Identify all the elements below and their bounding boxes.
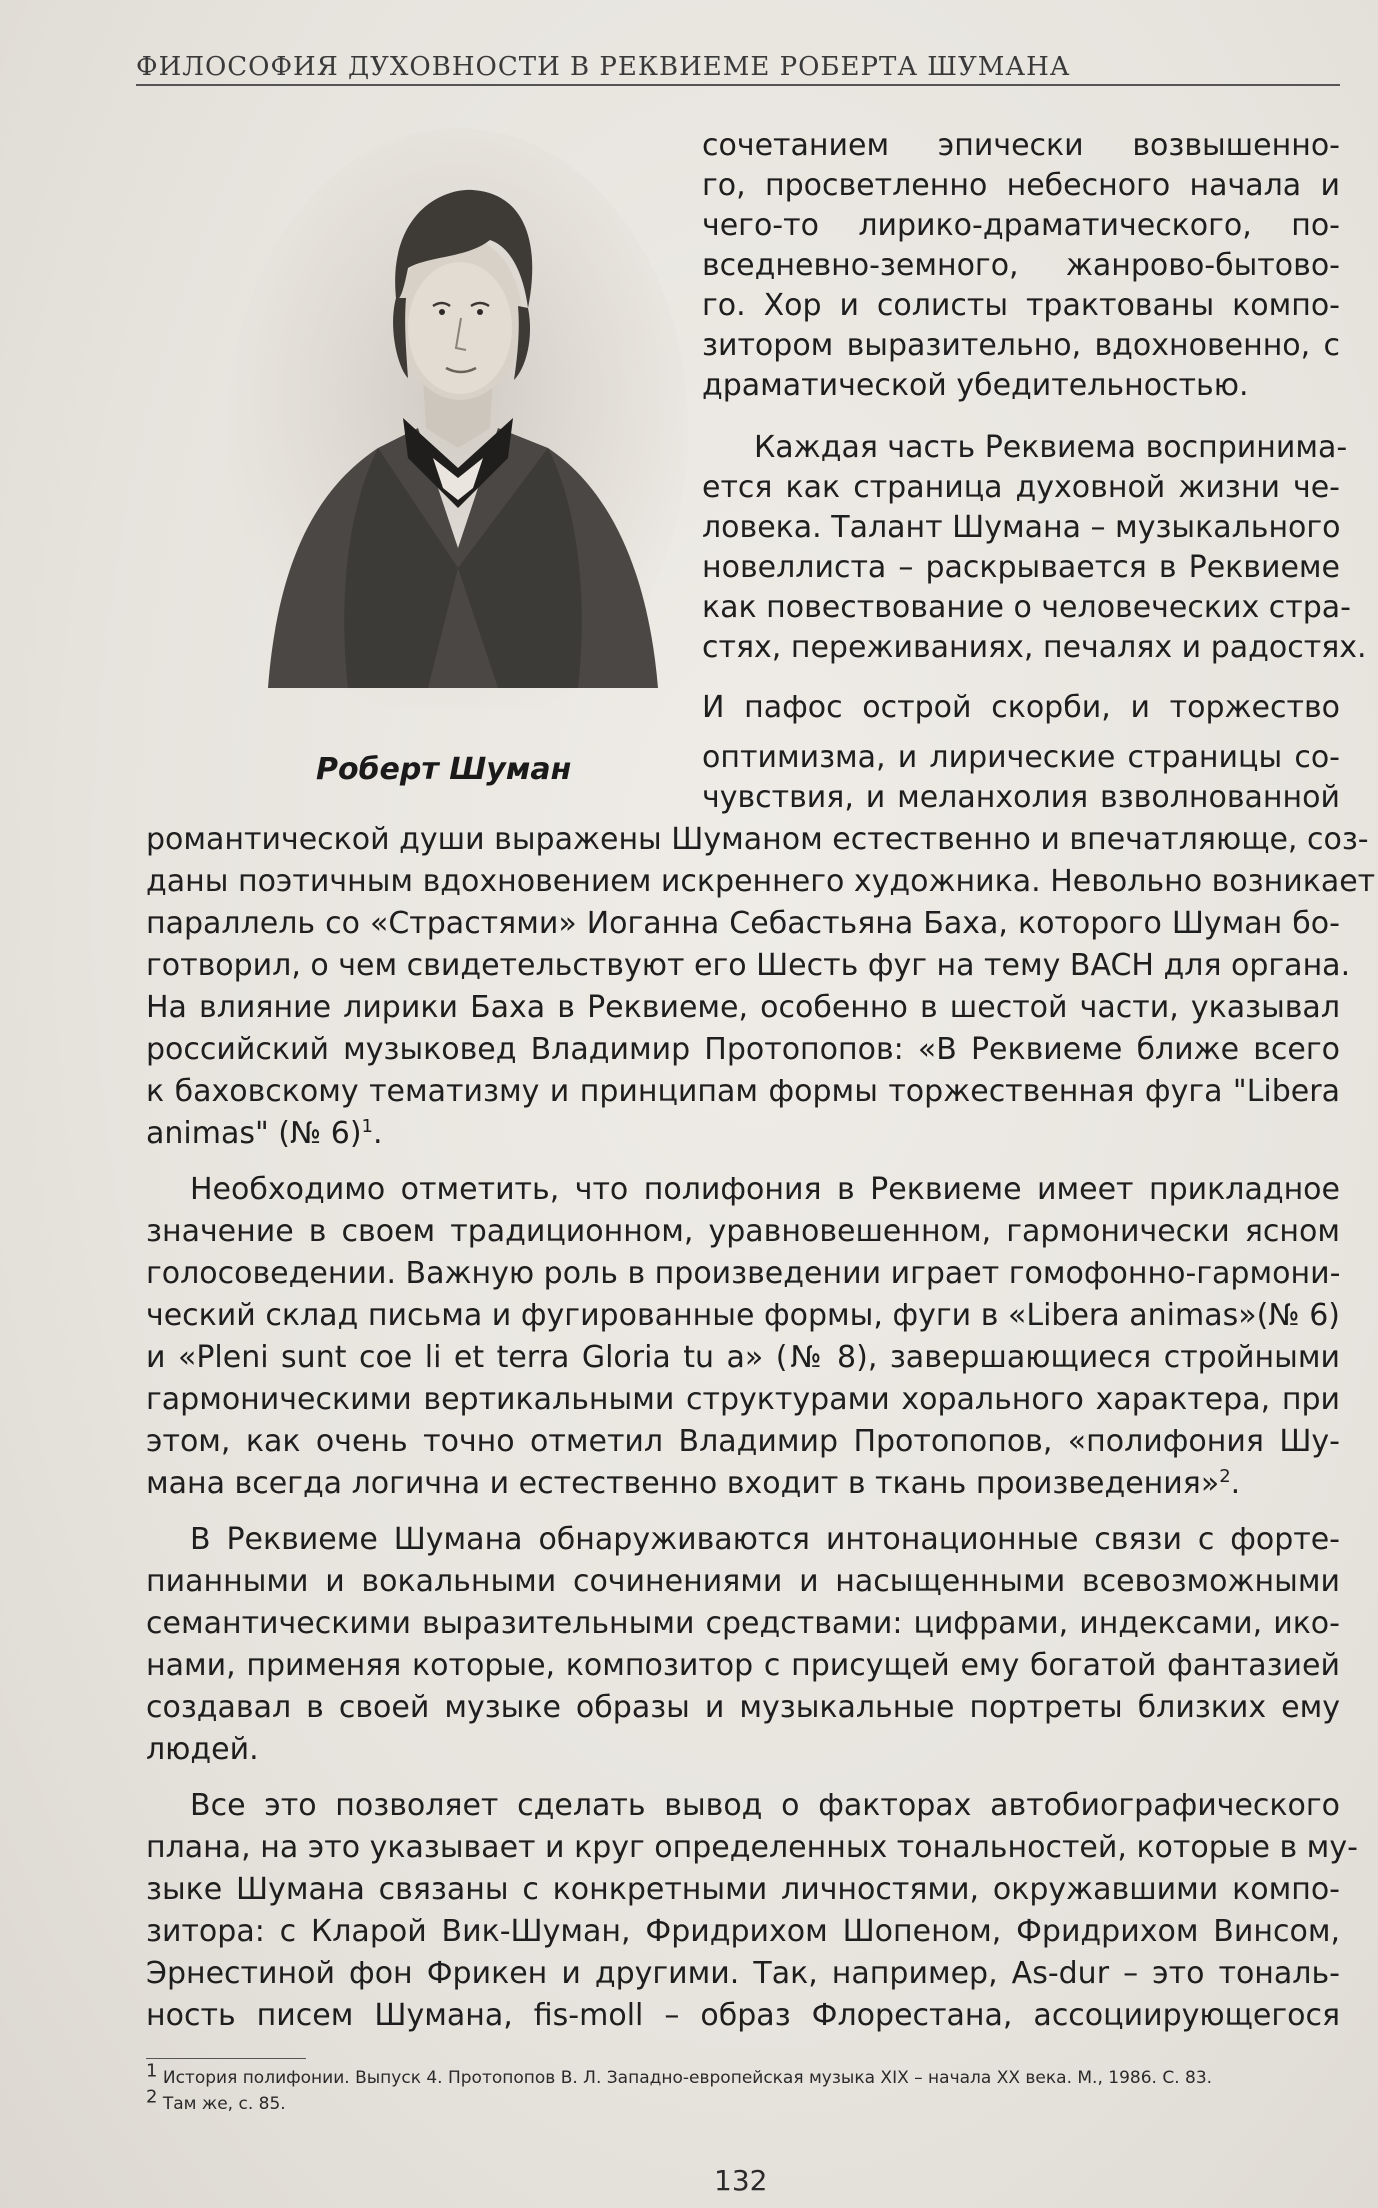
body-line: ность писем Шумана, fis-moll – образ Флорестана, ассоциирующегося: [146, 1998, 1340, 2033]
column-line: ется как страница духовной жизни че-: [702, 470, 1340, 505]
column-line: го. Хор и солисты трактованы компо-: [702, 288, 1340, 323]
body-line: романтической души выражены Шуманом естественно и впечатляюще, соз-: [146, 822, 1369, 857]
running-head-rule: [136, 84, 1340, 86]
body-line: зитора: с Кларой Вик-Шуман, Фридрихом Шопеном, Фридрихом Винсом,: [146, 1914, 1340, 1949]
footnote-rule: [146, 2058, 306, 2059]
body-line: семантическими выразительными средствами: цифрами, индексами, ико-: [146, 1606, 1340, 1641]
portrait-caption: Роберт Шуман: [316, 752, 572, 787]
body-line: В Реквиеме Шумана обнаруживаются интонационные связи с форте-: [190, 1522, 1340, 1557]
running-head: ФИЛОСОФИЯ ДУХОВНОСТИ В РЕКВИЕМЕ РОБЕРТА ШУМАНА: [136, 52, 1071, 82]
column-line: ловека. Талант Шумана – музыкального: [702, 510, 1341, 545]
body-line: На влияние лирики Баха в Реквиеме, особенно в шестой части, указывал: [146, 990, 1340, 1025]
body-line: Необходимо отметить, что полифония в Реквиеме имеет прикладное: [190, 1172, 1340, 1207]
column-line: чего-то лирико-драматического, по-: [702, 208, 1340, 243]
column-line: драматической убедительностью.: [702, 368, 1249, 403]
body-line: даны поэтичным вдохновением искреннего художника. Невольно возникает: [146, 864, 1376, 899]
column-line: стях, переживаниях, печалях и радостях.: [702, 630, 1367, 665]
footnote-text: История полифонии. Выпуск 4. Протопопов В. Л. Западно-европейская музыка XIX – начала XX века. М., 1986. С. 83.: [162, 2068, 1213, 2088]
footnote-mark: 1: [146, 2060, 158, 2082]
body-line: ческий склад письма и фугированные формы, фуги в «Libera animas»(№ 6): [146, 1298, 1340, 1333]
column-line: И пафос острой скорби, и торжество: [702, 690, 1340, 725]
body-line: Все это позволяет сделать вывод о факторах автобиографического: [190, 1788, 1340, 1823]
body-line: российский музыковед Владимир Протопопов: «В Реквиеме ближе всего: [146, 1032, 1340, 1067]
body-line: к баховскому тематизму и принципам формы торжественная фуга "Libera: [146, 1074, 1340, 1109]
footnote: [146, 2060, 1340, 2088]
column-line: зитором выразительно, вдохновенно, с: [702, 328, 1340, 363]
body-line: этом, как очень точно отметил Владимир Протопопов, «полифония Шу-: [146, 1424, 1340, 1459]
page-number: 132: [714, 2164, 768, 2197]
body-line: Эрнестиной фон Фрикен и другими. Так, например, As-dur – это тональ-: [146, 1956, 1340, 1991]
body-line: голосоведении. Важную роль в произведении играет гомофонно-гармони-: [146, 1256, 1341, 1291]
column-line: го, просветленно небесного начала и: [702, 168, 1340, 203]
footnote-mark: 2: [146, 2086, 158, 2108]
body-line-text: мана всегда логична и естественно входит в ткань произведения»: [146, 1466, 1220, 1501]
body-line: нами, применяя которые, композитор с присущей ему богатой фантазией: [146, 1648, 1340, 1683]
column-line: чувствия, и меланхолия взволнованной: [702, 780, 1340, 815]
column-line: новеллиста – раскрывается в Реквиеме: [702, 550, 1340, 585]
body-line: animas" (№ 6)$^1$.: [146, 1116, 383, 1151]
column-line: вседневно-земного, жанрово-бытово-: [702, 248, 1340, 283]
footnote-ref: 2: [1219, 1466, 1231, 1487]
schumann-portrait-illustration: [228, 128, 688, 708]
body-line: создавал в своей музыке образы и музыкальные портреты близких ему: [146, 1690, 1340, 1725]
body-line: людей.: [146, 1732, 259, 1767]
footnote-text: Там же, с. 85.: [162, 2094, 286, 2114]
body-line: параллель со «Страстями» Иоганна Себастьяна Баха, которого Шуман бо-: [146, 906, 1340, 941]
column-line: сочетанием эпически возвышенно-: [702, 128, 1340, 163]
body-line: и «Pleni sunt coe li et terra Gloria tu a» (№ 8), завершающиеся стройными: [146, 1340, 1340, 1375]
body-line: зыке Шумана связаны с конкретными личностями, окружавшими компо-: [146, 1872, 1340, 1907]
body-line: мана всегда логична и естественно входит в ткань произведения»$^2$.: [146, 1466, 1241, 1501]
body-line: пианными и вокальными сочинениями и насыщенными всевозможными: [146, 1564, 1340, 1599]
column-line: Каждая часть Реквиема воспринима-: [754, 430, 1348, 465]
body-line: значение в своем традиционном, уравновешенном, гармонически ясном: [146, 1214, 1340, 1249]
body-line: гармоническими вертикальными структурами хорального характера, при: [146, 1382, 1340, 1417]
column-line: как повествование о человеческих стра-: [702, 590, 1351, 625]
footnote: [146, 2086, 1340, 2114]
body-line: готворил, о чем свидетельствуют его Шесть фуг на тему BACH для органа.: [146, 948, 1351, 983]
column-line: оптимизма, и лирические страницы со-: [702, 740, 1340, 775]
body-line-text: animas" (№ 6): [146, 1116, 362, 1151]
body-line: плана, на это указывает и круг определенных тональностей, которые в му-: [146, 1830, 1358, 1865]
footnote-ref: 1: [361, 1116, 373, 1137]
